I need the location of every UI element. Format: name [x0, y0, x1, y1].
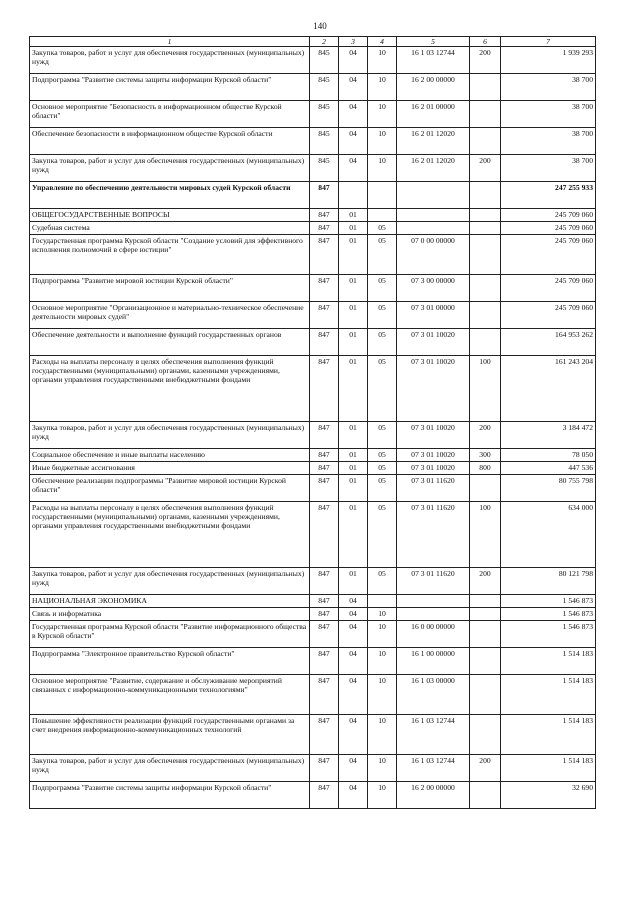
- column-header: 2: [310, 37, 339, 47]
- row-section-cell: 04: [339, 595, 368, 608]
- row-amount-cell: 78 050: [501, 449, 596, 462]
- column-header: 7: [501, 37, 596, 47]
- row-target-article-cell: 16 1 03 12744: [397, 715, 470, 755]
- column-header: 5: [397, 37, 470, 47]
- row-name-cell: Обеспечение безопасности в информационном обществе Курской области: [30, 128, 310, 155]
- row-amount-cell: 38 700: [501, 101, 596, 128]
- row-grbs-cell: 845: [310, 128, 339, 155]
- row-expense-type-cell: [470, 128, 501, 155]
- row-name-cell: Закупка товаров, работ и услуг для обеспечения государственных (муниципальных) нужд: [30, 755, 310, 782]
- row-expense-type-cell: [470, 101, 501, 128]
- row-amount-cell: 161 243 204: [501, 356, 596, 422]
- row-amount-cell: 1 939 293: [501, 47, 596, 74]
- table-row: [30, 182, 596, 209]
- row-name-cell: Закупка товаров, работ и услуг для обеспечения государственных (муниципальных) нужд: [30, 568, 310, 595]
- row-name-cell: ОБЩЕГОСУДАРСТВЕННЫЕ ВОПРОСЫ: [30, 209, 310, 222]
- row-expense-type-cell: [470, 275, 501, 302]
- row-expense-type-cell: 200: [470, 755, 501, 782]
- row-section-cell: 01: [339, 568, 368, 595]
- row-section-cell: 04: [339, 101, 368, 128]
- row-grbs-cell: 847: [310, 275, 339, 302]
- row-target-article-cell: [397, 209, 470, 222]
- row-name-cell: Подпрограмма "Развитие системы защиты информации Курской области": [30, 782, 310, 809]
- row-subsection-cell: 10: [368, 608, 397, 621]
- row-target-article-cell: 07 3 01 11620: [397, 475, 470, 502]
- row-subsection-cell: 05: [368, 475, 397, 502]
- row-grbs-cell: 847: [310, 648, 339, 675]
- row-grbs-cell: 845: [310, 47, 339, 74]
- table-row: [30, 502, 596, 568]
- row-expense-type-cell: [470, 235, 501, 275]
- row-expense-type-cell: [470, 222, 501, 235]
- row-amount-cell: 1 514 183: [501, 648, 596, 675]
- column-header: 1: [30, 37, 310, 47]
- row-target-article-cell: 07 3 01 10020: [397, 449, 470, 462]
- row-amount-cell: 245 709 060: [501, 235, 596, 275]
- table-row: [30, 462, 596, 475]
- table-row: [30, 715, 596, 755]
- row-grbs-cell: 847: [310, 329, 339, 356]
- row-name-cell: Обеспечение реализации подпрограммы "Развитие мировой юстиции Курской области": [30, 475, 310, 502]
- row-subsection-cell: 10: [368, 648, 397, 675]
- row-grbs-cell: 847: [310, 595, 339, 608]
- table-row: [30, 128, 596, 155]
- row-target-article-cell: [397, 222, 470, 235]
- row-expense-type-cell: [470, 329, 501, 356]
- table-row: [30, 422, 596, 449]
- row-subsection-cell: 10: [368, 782, 397, 809]
- row-amount-cell: 245 709 060: [501, 275, 596, 302]
- row-subsection-cell: 10: [368, 101, 397, 128]
- row-expense-type-cell: [470, 209, 501, 222]
- row-section-cell: 01: [339, 475, 368, 502]
- row-subsection-cell: [368, 182, 397, 209]
- row-amount-cell: 1 546 873: [501, 608, 596, 621]
- table-row: [30, 302, 596, 329]
- row-subsection-cell: 10: [368, 675, 397, 715]
- table-row: [30, 209, 596, 222]
- row-grbs-cell: 845: [310, 74, 339, 101]
- row-name-cell: Закупка товаров, работ и услуг для обеспечения государственных (муниципальных) нужд: [30, 47, 310, 74]
- row-section-cell: 04: [339, 675, 368, 715]
- table-row: [30, 475, 596, 502]
- row-target-article-cell: 07 3 01 00000: [397, 302, 470, 329]
- row-target-article-cell: 07 0 00 00000: [397, 235, 470, 275]
- row-amount-cell: 447 536: [501, 462, 596, 475]
- row-grbs-cell: 847: [310, 675, 339, 715]
- row-name-cell: Государственная программа Курской области "Создание условий для эффективного исполнения полномочий в сфере юстиции": [30, 235, 310, 275]
- row-grbs-cell: 847: [310, 621, 339, 648]
- row-section-cell: 01: [339, 422, 368, 449]
- row-grbs-cell: 847: [310, 235, 339, 275]
- row-amount-cell: 245 709 060: [501, 302, 596, 329]
- table-row: [30, 675, 596, 715]
- row-target-article-cell: 16 1 00 00000: [397, 648, 470, 675]
- table-row: [30, 648, 596, 675]
- table-row: [30, 155, 596, 182]
- row-name-cell: Закупка товаров, работ и услуг для обеспечения государственных (муниципальных) нужд: [30, 422, 310, 449]
- table-row: [30, 449, 596, 462]
- row-subsection-cell: 05: [368, 235, 397, 275]
- row-section-cell: 01: [339, 302, 368, 329]
- row-subsection-cell: 10: [368, 715, 397, 755]
- row-name-cell: Повышение эффективности реализации функций государственными органами за счет внедрения информационно-коммуникационных технологий: [30, 715, 310, 755]
- row-expense-type-cell: [470, 608, 501, 621]
- table-row: [30, 782, 596, 809]
- row-name-cell: Подпрограмма "Развитие системы защиты информации Курской области": [30, 74, 310, 101]
- row-name-cell: Подпрограмма "Электронное правительство Курской области": [30, 648, 310, 675]
- row-expense-type-cell: 200: [470, 47, 501, 74]
- row-target-article-cell: 16 1 03 00000: [397, 675, 470, 715]
- row-grbs-cell: 847: [310, 302, 339, 329]
- row-section-cell: 01: [339, 209, 368, 222]
- row-amount-cell: 245 709 060: [501, 209, 596, 222]
- row-amount-cell: 32 690: [501, 782, 596, 809]
- row-amount-cell: 80 755 798: [501, 475, 596, 502]
- row-name-cell: Расходы на выплаты персоналу в целях обеспечения выполнения функций государственными (муниципальными) органами, казенными учреждениями, органами управления государственными внебюджетными фондами: [30, 356, 310, 422]
- row-amount-cell: 1 514 183: [501, 715, 596, 755]
- row-target-article-cell: 07 3 00 00000: [397, 275, 470, 302]
- row-subsection-cell: 05: [368, 329, 397, 356]
- table-row: [30, 329, 596, 356]
- table-row: [30, 74, 596, 101]
- row-name-cell: Иные бюджетные ассигнования: [30, 462, 310, 475]
- row-section-cell: [339, 182, 368, 209]
- column-header: 4: [368, 37, 397, 47]
- row-subsection-cell: 05: [368, 422, 397, 449]
- row-grbs-cell: 847: [310, 782, 339, 809]
- row-expense-type-cell: [470, 621, 501, 648]
- row-grbs-cell: 847: [310, 209, 339, 222]
- column-header: 3: [339, 37, 368, 47]
- row-expense-type-cell: [470, 782, 501, 809]
- row-target-article-cell: [397, 608, 470, 621]
- column-header: 6: [470, 37, 501, 47]
- row-name-cell: НАЦИОНАЛЬНАЯ ЭКОНОМИКА: [30, 595, 310, 608]
- row-subsection-cell: 05: [368, 356, 397, 422]
- row-section-cell: 04: [339, 782, 368, 809]
- row-section-cell: 04: [339, 755, 368, 782]
- row-target-article-cell: 16 2 01 00000: [397, 101, 470, 128]
- row-name-cell: Основное мероприятие "Организационное и материально-техническое обеспечение деятельности мировых судей": [30, 302, 310, 329]
- row-section-cell: 04: [339, 47, 368, 74]
- page-number: 140: [313, 21, 327, 31]
- row-grbs-cell: 847: [310, 755, 339, 782]
- row-target-article-cell: 16 1 03 12744: [397, 47, 470, 74]
- row-amount-cell: 1 514 183: [501, 675, 596, 715]
- row-subsection-cell: 10: [368, 755, 397, 782]
- row-expense-type-cell: [470, 648, 501, 675]
- row-target-article-cell: 07 3 01 10020: [397, 356, 470, 422]
- row-expense-type-cell: [470, 595, 501, 608]
- row-target-article-cell: 07 3 01 11620: [397, 568, 470, 595]
- row-grbs-cell: 847: [310, 475, 339, 502]
- row-section-cell: 04: [339, 621, 368, 648]
- row-subsection-cell: 05: [368, 449, 397, 462]
- table-row: [30, 595, 596, 608]
- row-expense-type-cell: 200: [470, 422, 501, 449]
- row-target-article-cell: 16 1 03 12744: [397, 755, 470, 782]
- table-row: [30, 222, 596, 235]
- row-grbs-cell: 847: [310, 182, 339, 209]
- row-expense-type-cell: 200: [470, 568, 501, 595]
- row-section-cell: 04: [339, 608, 368, 621]
- row-grbs-cell: 847: [310, 715, 339, 755]
- row-expense-type-cell: [470, 475, 501, 502]
- row-amount-cell: 1 546 873: [501, 595, 596, 608]
- row-expense-type-cell: 800: [470, 462, 501, 475]
- row-target-article-cell: [397, 182, 470, 209]
- table-row: [30, 568, 596, 595]
- row-section-cell: 01: [339, 235, 368, 275]
- row-expense-type-cell: 200: [470, 155, 501, 182]
- row-grbs-cell: 847: [310, 422, 339, 449]
- row-section-cell: 04: [339, 155, 368, 182]
- row-target-article-cell: 16 2 01 12020: [397, 155, 470, 182]
- budget-table: [29, 36, 596, 809]
- row-target-article-cell: [397, 595, 470, 608]
- row-target-article-cell: 07 3 01 10020: [397, 462, 470, 475]
- row-section-cell: 01: [339, 449, 368, 462]
- row-name-cell: Основное мероприятие "Безопасность в информационном обществе Курской области": [30, 101, 310, 128]
- row-section-cell: 04: [339, 715, 368, 755]
- row-grbs-cell: 847: [310, 568, 339, 595]
- row-expense-type-cell: [470, 302, 501, 329]
- row-section-cell: 01: [339, 275, 368, 302]
- row-section-cell: 04: [339, 74, 368, 101]
- row-amount-cell: 1 546 873: [501, 621, 596, 648]
- row-name-cell: Связь и информатика: [30, 608, 310, 621]
- row-grbs-cell: 847: [310, 449, 339, 462]
- row-grbs-cell: 847: [310, 222, 339, 235]
- row-target-article-cell: 16 0 00 00000: [397, 621, 470, 648]
- row-subsection-cell: [368, 209, 397, 222]
- row-subsection-cell: 05: [368, 462, 397, 475]
- row-amount-cell: 38 700: [501, 128, 596, 155]
- table-row: [30, 621, 596, 648]
- row-name-cell: Основное мероприятие "Развитие, содержание и обслуживание мероприятий связанных с информационно-коммуникационными технологиями": [30, 675, 310, 715]
- row-target-article-cell: 16 2 01 12020: [397, 128, 470, 155]
- row-subsection-cell: 05: [368, 502, 397, 568]
- row-subsection-cell: 05: [368, 275, 397, 302]
- row-amount-cell: 3 184 472: [501, 422, 596, 449]
- row-expense-type-cell: [470, 182, 501, 209]
- row-name-cell: Обеспечение деятельности и выполнение функций государственных органов: [30, 329, 310, 356]
- row-subsection-cell: [368, 595, 397, 608]
- row-amount-cell: 634 000: [501, 502, 596, 568]
- row-subsection-cell: 05: [368, 568, 397, 595]
- row-section-cell: 04: [339, 648, 368, 675]
- row-target-article-cell: 07 3 01 10020: [397, 329, 470, 356]
- row-grbs-cell: 845: [310, 101, 339, 128]
- row-amount-cell: 245 709 060: [501, 222, 596, 235]
- row-amount-cell: 38 700: [501, 155, 596, 182]
- row-grbs-cell: 845: [310, 155, 339, 182]
- table-row: [30, 755, 596, 782]
- row-grbs-cell: 847: [310, 502, 339, 568]
- row-name-cell: Социальное обеспечение и иные выплаты населению: [30, 449, 310, 462]
- row-amount-cell: 1 514 183: [501, 755, 596, 782]
- row-name-cell: Судебная система: [30, 222, 310, 235]
- row-subsection-cell: 10: [368, 128, 397, 155]
- row-amount-cell: 38 700: [501, 74, 596, 101]
- row-target-article-cell: 16 2 00 00000: [397, 74, 470, 101]
- row-target-article-cell: 07 3 01 11620: [397, 502, 470, 568]
- row-section-cell: 01: [339, 222, 368, 235]
- row-section-cell: 01: [339, 329, 368, 356]
- row-name-cell: Расходы на выплаты персоналу в целях обеспечения выполнения функций государственными (муниципальными) органами, казенными учреждениями, органами управления государственными внебюджетными фондами: [30, 502, 310, 568]
- row-name-cell: Закупка товаров, работ и услуг для обеспечения государственных (муниципальных) нужд: [30, 155, 310, 182]
- row-subsection-cell: 10: [368, 621, 397, 648]
- row-section-cell: 04: [339, 128, 368, 155]
- row-expense-type-cell: 100: [470, 356, 501, 422]
- row-subsection-cell: 05: [368, 222, 397, 235]
- row-section-cell: 01: [339, 502, 368, 568]
- row-subsection-cell: 05: [368, 302, 397, 329]
- header-row: [30, 37, 596, 47]
- row-subsection-cell: 10: [368, 155, 397, 182]
- row-name-cell: Подпрограмма "Развитие мировой юстиции Курской области": [30, 275, 310, 302]
- table-row: [30, 356, 596, 422]
- row-name-cell: Государственная программа Курской области "Развитие информационного общества в Курской области": [30, 621, 310, 648]
- table-row: [30, 608, 596, 621]
- row-section-cell: 01: [339, 356, 368, 422]
- row-expense-type-cell: [470, 675, 501, 715]
- row-expense-type-cell: [470, 74, 501, 101]
- row-subsection-cell: 10: [368, 47, 397, 74]
- table-row: [30, 235, 596, 275]
- row-grbs-cell: 847: [310, 462, 339, 475]
- row-target-article-cell: 07 3 01 10020: [397, 422, 470, 449]
- table-row: [30, 47, 596, 74]
- row-grbs-cell: 847: [310, 608, 339, 621]
- table-row: [30, 101, 596, 128]
- row-amount-cell: 247 255 933: [501, 182, 596, 209]
- table-row: [30, 275, 596, 302]
- row-amount-cell: 80 121 798: [501, 568, 596, 595]
- row-name-cell: Управление по обеспечению деятельности мировых судей Курской области: [30, 182, 310, 209]
- row-expense-type-cell: 100: [470, 502, 501, 568]
- row-target-article-cell: 16 2 00 00000: [397, 782, 470, 809]
- row-expense-type-cell: [470, 715, 501, 755]
- row-subsection-cell: 10: [368, 74, 397, 101]
- row-expense-type-cell: 300: [470, 449, 501, 462]
- row-section-cell: 01: [339, 462, 368, 475]
- row-grbs-cell: 847: [310, 356, 339, 422]
- row-amount-cell: 164 953 262: [501, 329, 596, 356]
